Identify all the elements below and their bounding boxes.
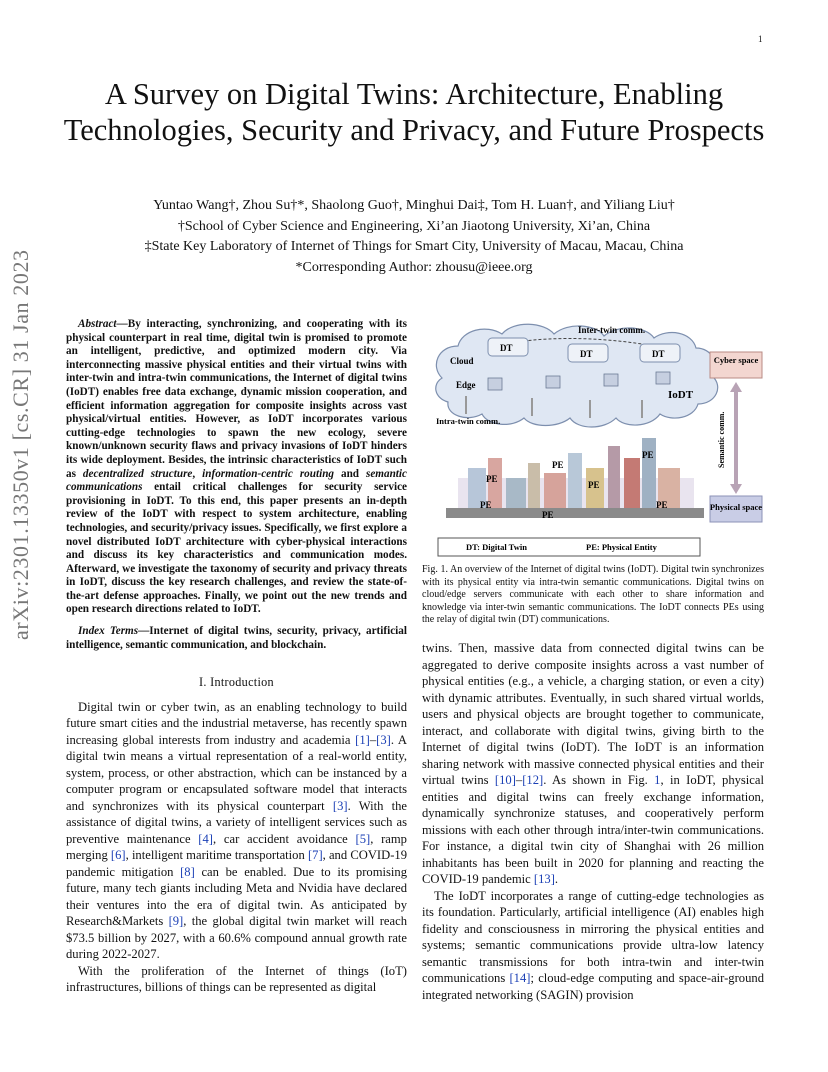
right-paragraph-2: The IoDT incorporates a range of cutting-edge technologies as its foundation. Particularly, artificial intelligence (AI) enables high fidelity and consciousness in mirroring the physical entities and systems; semantic communications provide ultra-low latency semantic transmissions for both intra-twin and inter-twin communications [14]; cloud-edge computing and space-air-ground integrated networking (SAGIN) provision xyxy=(422,888,764,1002)
semantic-comm-label: Semantic comm. xyxy=(717,411,726,468)
physical-space-label: Physical space xyxy=(709,502,763,512)
figure-caption: Fig. 1. An overview of the Internet of digital twins (IoDT). Digital twin synchronizes with its physical entity via intra-twin semantic communications. Digital twins on cloud/edge servers communicate with each other to share information and knowledge via inter-twin semantic communications. The IoDT connects PEs using the relay of digital twin (DT) communications. xyxy=(422,564,764,625)
abstract-label: Abstract xyxy=(78,318,117,330)
svg-text:DT: DT xyxy=(652,349,665,359)
citation-link[interactable]: [1] xyxy=(355,732,370,747)
index-terms xyxy=(66,625,407,652)
citation-link[interactable]: [10] xyxy=(494,773,516,787)
pe-label: PE xyxy=(642,450,654,460)
arxiv-identifier: arXiv:2301.13350v1 [cs.CR] 31 Jan 2023 xyxy=(8,249,33,640)
figure-iodt-overview xyxy=(428,318,768,562)
city-buildings xyxy=(468,438,680,508)
dt-node xyxy=(640,344,680,362)
index-terms-text: —Internet of digital twins, security, privacy, artificial intelligence, semantic communication, and blockchain. xyxy=(66,625,407,651)
pe-label: PE xyxy=(552,460,564,470)
citation-link[interactable]: [13] xyxy=(533,872,555,886)
pe-label: PE xyxy=(588,480,600,490)
intro-paragraph-1: Digital twin or cyber twin, as an enabling technology to build future smart cities and the industrial metaverse, has recently spawn increasing global interests from industry and academia [1]–[3]. A digital twin means a virtual representation of a real-world entity, system, process, or other abstraction, which can be instanced by a computer program or encapsulated software model that interacts and synchronizes with its physical counterpart [3]. With the assistance of digital twins, a variety of intelligent services such as preventive maintenance [4], car accident avoidance [5], ramp merging [6], intelligent maritime transportation [7], and COVID-19 pandemic mitigation [8] can be enabled. Due to its promising future, many tech giants including Meta and Nvidia have declared their ventures into the era of digital twin. As anticipated by Research&Markets [9], the global digital twin market will reach $73.5 billion by 2027, with a 60.6% compound annual growth rate during 2022-2027. xyxy=(66,699,408,962)
svg-text:DT: DT xyxy=(580,349,593,359)
abstract-emph: information-centric routing xyxy=(202,467,335,480)
citation-link[interactable]: [3] xyxy=(376,732,391,747)
left-column xyxy=(66,318,407,996)
cloud-label: Cloud xyxy=(450,356,474,366)
citation-link[interactable]: [8] xyxy=(180,864,195,879)
iodt-label: IoDT xyxy=(668,389,694,401)
legend-pe: PE: Physical Entity xyxy=(586,542,657,552)
citation-link[interactable]: [4] xyxy=(198,831,213,846)
abstract-text: and xyxy=(334,467,366,480)
abstract xyxy=(66,318,407,617)
abstract-text: , xyxy=(192,467,203,480)
svg-text:DT: DT xyxy=(500,343,513,353)
pe-label: PE xyxy=(480,500,492,510)
page-number: 1 xyxy=(758,34,763,44)
citation-link[interactable]: [7] xyxy=(307,848,323,863)
cyber-space-label: Cyber space xyxy=(713,355,759,365)
intro-paragraph-2: With the proliferation of the Internet of things (IoT) infrastructures, billions of things can be represented as digital xyxy=(66,963,407,995)
corresponding-author: *Corresponding Author: zhousu@ieee.org xyxy=(295,259,533,275)
citation-link[interactable]: [12] xyxy=(522,773,544,787)
right-paragraph-1: twins. Then, massive data from connected digital twins can be aggregated to derive composite insights across a vast number of physical entities (e.g., a vehicle, a charging station, or even a city) with dynamic attributes. Eventually, in such shared virtual worlds, users and physical objects are brought together to communicate, interact, and collaborate with digital twins, giving birth to the Internet of digital twins (IoDT). The IoDT is an information sharing network with massive connected physical entities and their virtual twins [10]–[12]. As shown in Fig. 1, in IoDT, physical entities and digital twins can freely exchange information, dynamically synchronize statuses, and cooperatively perform missions with each other through intra/inter-twin communications. For instance, a digital twin city of Shanghai with 26 million inhabitants has been built in 2020 for planning and reacting the COVID-19 pandemic [13]. xyxy=(422,641,764,886)
citation-link[interactable]: [9] xyxy=(168,914,184,929)
legend-dt: DT: Digital Twin xyxy=(466,542,527,552)
intra-twin-label: Intra-twin comm. xyxy=(436,416,501,426)
abstract-text: entail critical challenges for security service provisioning in IoDT. To this end, this paper presents an in-depth review of the IoDT with respect to system architecture, enabling technologies, and security/privacy issues. Specifically, we first explore a novel distributed IoDT architecture with cyber-physical interactions and discuss its key characteristics and communication modes. Afterward, we investigate the taxonomy of security and privacy threats in IoDT, discuss the key research challenges, and review the state-of-the-art defense approaches. Finally, we point out the new trends and open research directions related to IoDT. xyxy=(66,481,407,616)
index-terms-label: Index Terms xyxy=(78,625,139,638)
figure-link[interactable]: 1 xyxy=(654,773,661,787)
author-block xyxy=(60,196,768,278)
pe-label: PE xyxy=(486,474,498,484)
abstract-emph: semantic communications xyxy=(66,467,407,494)
paper-title: A Survey on Digital Twins: Architecture, Enabling Technologies, Security and Privacy, and Future Prospects xyxy=(63,77,765,147)
edge-label: Edge xyxy=(456,380,476,390)
pe-label: PE xyxy=(656,500,668,510)
pe-label: PE xyxy=(542,510,554,520)
affiliation-2: ‡State Key Laboratory of Internet of Things for Smart City, University of Macau, Macau, China xyxy=(144,239,684,254)
dt-node xyxy=(568,344,608,362)
affiliation-1: †School of Cyber Science and Engineering, Xi’an Jiaotong University, Xi’an, China xyxy=(177,218,651,234)
abstract-text: —By interacting, synchronizing, and cooperating with its physical counterpart in real time, digital twin is promised to promote an intelligent, predictive, and optimized modern city. Via interconnecting massive physical entities and their virtual twins with inter-twin and intra-twin communications, the Internet of digital twins (IoDT) enables free data exchange, dynamic mission cooperation, and efficient information aggregation for composite insights across vast physical/virtual entities. However, as IoDT incorporates various cutting-edge technologies to spawn the new ecology, severe known/unknown security flaws and privacy invasions of IoDT hinders its wide deployment. Besides, the intrinsic characteristics of IoDT such as xyxy=(66,318,407,480)
authors: Yuntao Wang†, Zhou Su†*, Shaolong Guo†, Minghui Dai‡, Tom H. Luan†, and Yiliang Liu† xyxy=(153,198,675,213)
citation-link[interactable]: [6] xyxy=(110,848,126,863)
abstract-emph: decentralized structure xyxy=(82,467,193,480)
section-heading: I. Introduction xyxy=(199,675,274,690)
right-column xyxy=(422,640,764,1003)
citation-link[interactable]: [14] xyxy=(509,971,531,985)
cloud-shape xyxy=(436,324,718,427)
citation-link[interactable]: [5] xyxy=(355,831,371,846)
dt-node xyxy=(488,338,528,356)
citation-link[interactable]: [3] xyxy=(332,798,348,813)
inter-twin-label: Inter-twin comm. xyxy=(578,325,646,335)
